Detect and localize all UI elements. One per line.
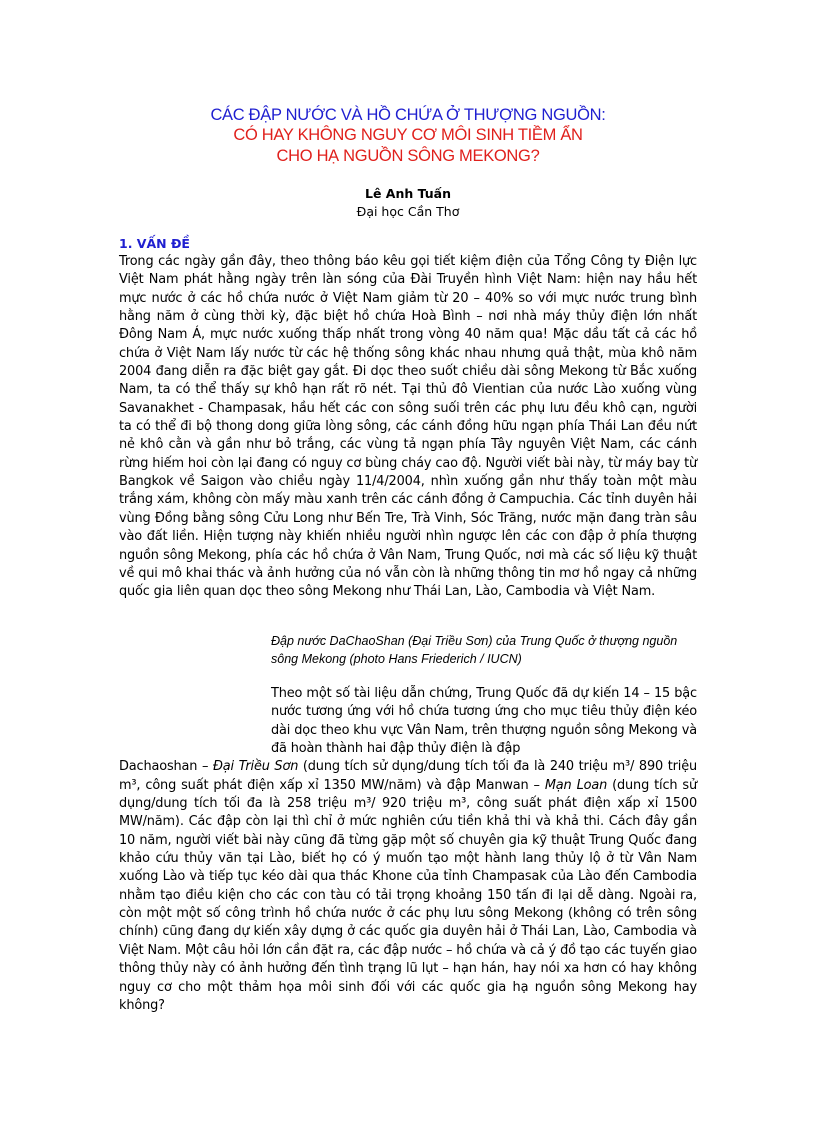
dam-name-dai-trieu-son: Đại Triều Sơn [212,759,299,775]
photo-caption: Đập nước DaChaoShan (Đại Triều Sơn) của Trung Quốc ở thượng nguồn sông Mekong (photo Hans Friederich / IUCN) [271,634,678,666]
title-line-2: CÓ HAY KHÔNG NGUY CƠ MÔI SINH TIỀM ẨN [233,126,583,144]
dam-name-man-loan: Mạn Loan [544,777,608,793]
author-affiliation: Đại học Cần Thơ [356,204,460,219]
paragraph-2-text-b: (dung tích sử dụng/dung tích tối đa là 240 triệu m³/ 890 triệu m³, công suất phát điện xấp xỉ 1350 MW/năm) và đập Manwan – [119,759,697,793]
paragraph-2-text-c: (dung tích sử dụng/dung tích tối đa là 258 triệu m³/ 920 triệu m³, công suất phát điện xấp xỉ 1500 MW/năm). Các đập còn lại thì chỉ ở mức nghiên cứu tiền khả thi và khả thi. Cách đây gần 10 năm, người viết bài này cũng đã từng gặp một số chuyên gia kỹ thuật Trung Quốc đang khảo cứu thủy văn tại Lào, biết họ có ý muốn tạo một hành lang thủy lộ ở từ Vân Nam xuống Lào và tiếp tục kéo dài qua thác Khone của tỉnh Champasak của Lào đến Cambodia nhằm tạo điều kiện cho các con tàu có tải trọng khoảng 150 tấn đi lại dễ dàng. Ngoài ra, còn một một số công trình hồ chứa nước ở các phụ lưu sông Mekong (không có trên sông chính) cũng đang dự kiến xây dựng ở các quốc gia duyên hải ở Thái Lan, Lào, Cambodia và Việt Nam. Một câu hỏi lớn cần đặt ra, các đập nước – hồ chứa và cả ý đồ tạo các tuyến giao thông thủy này có ảnh hưởng đến tình trạng lũ lụt – hạn hán, hay nói xa hơn có hay không nguy cơ cho một thảm họa môi sinh đối với các quốc gia hạ nguồn sông Mekong hay không? [119,777,698,1013]
section-heading: 1. VẤN ĐỀ [119,236,190,251]
title-line-3: CHO HẠ NGUỒN SÔNG MEKONG? [276,147,540,165]
author-name: Lê Anh Tuấn [364,186,451,201]
paragraph-1: Trong các ngày gần đây, theo thông báo kêu gọi tiết kiệm điện của Tổng Công ty Điện lực Việt Nam phát hằng ngày trên làn sóng của Đài Truyền hình Việt Nam: hiện nay hầu hết mực nước ở các hồ chứa nước ở Việt Nam giảm từ 20 – 40% so với mực nước trung bình hằng năm ở cùng thời kỳ, đặc biệt hồ chứa Hoà Bình – nơi nhà máy thủy điện lớn nhất Đông Nam Á, mực nước xuống thấp nhất trong vòng 40 năm qua! Mặc dầu tất cả các hồ chứa ở Việt Nam lấy nước từ các hệ thống sông khác nhau nhưng quả thật, mùa khô năm 2004 đang diễn ra đặc biệt gay gắt. Đi dọc theo suốt chiều dài sông Mekong từ Bắc xuống Nam, ta có thể thấy sự khô hạn rất rõ nét. Tại thủ đô Vientian của nước Lào xuống vùng Savanakhet - Champasak, hầu hết các con sông suối trên các phụ lưu đều khô cạn, người ta có thể đi bộ thong dong giữa lòng sông, các cánh đồng hữu ngạn phía Thái Lan đều nứt nẻ khô cằn và gần như bỏ trắng, các vùng tả ngạn phía Tây nguyên Việt Nam, các cánh rừng hiếm hoi còn lại đang có nguy cơ bùng cháy cao độ. Người viết bài này, từ máy bay từ Bangkok về Saigon vào chiều ngày 11/4/2004, nhìn xuống gần như thấy toàn một màu trắng xám, không còn mấy màu xanh trên các cánh đồng ở Campuchia. Các tỉnh duyên hải vùng Đồng bằng sông Cửu Long như Bến Tre, Trà Vinh, Sóc Trăng, nước mặn đang tràn sâu vào đất liền. Hiện tượng này khiến nhiều người nhìn ngược lên các con đập ở phía thượng nguồn sông Mekong, phía các hồ chứa ở Vân Nam, Trung Quốc, nơi mà các số liệu kỹ thuật về qui mô khai thác và ảnh hưởng của nó vẫn còn là những thông tin mơ hồ ngay cả những quốc gia liên quan dọc theo sông Mekong như Thái Lan, Lào, Cambodia và Việt Nam. [119,254,697,600]
paragraph-2-text-a: Dachaoshan – [119,759,213,775]
paragraph-2-lead: Theo một số tài liệu dẫn chứng, Trung Quốc đã dự kiến 14 – 15 bậc nước tương ứng với hồ chứa tương ứng cho mục tiêu thủy điện kéo dài dọc theo khu vực Vân Nam, trên thượng nguồn sông Mekong và đã hoàn thành hai đập thủy điện là đập [271,686,697,757]
title-line-1: CÁC ĐẬP NƯỚC VÀ HỒ CHỨA Ở THƯỢNG NGUỒN: [210,106,606,124]
paragraph-2 [119,685,697,1015]
